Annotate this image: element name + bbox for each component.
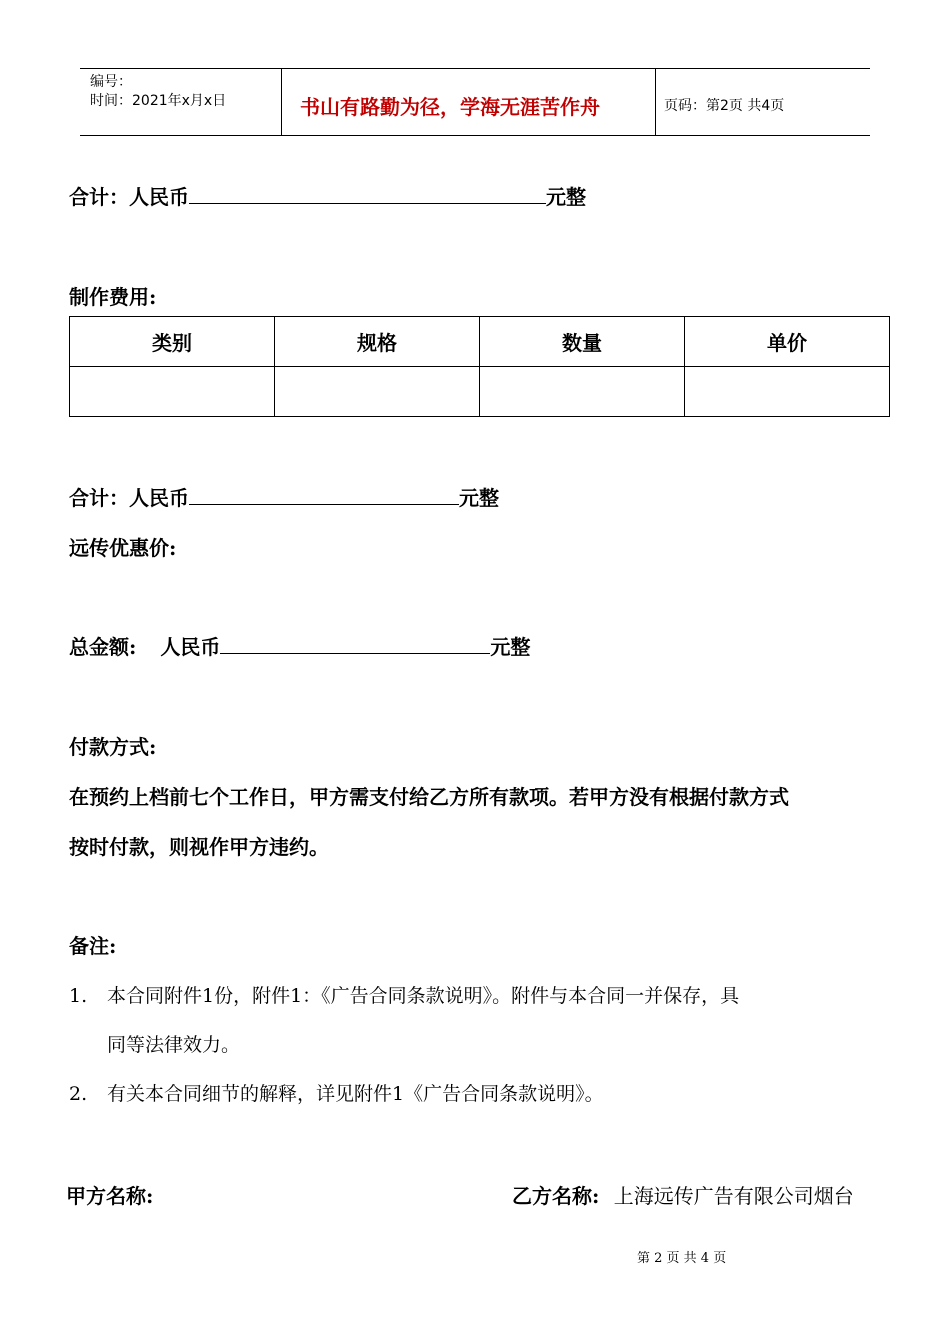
fee-table-header-category: 类别 bbox=[70, 317, 275, 367]
note-item-2 bbox=[69, 1079, 604, 1106]
party-b-line bbox=[512, 1180, 854, 1209]
grand-total-blank bbox=[220, 637, 490, 654]
party-b-name: 上海远传广告有限公司烟台 bbox=[613, 1184, 854, 1208]
table-cell bbox=[685, 367, 890, 417]
fee-table-header-spec: 规格 bbox=[275, 317, 480, 367]
total-line-1 bbox=[69, 181, 586, 210]
payment-line-1: 在预约上档前七个工作日，甲方需支付给乙方所有款项。若甲方没有根据付款方式 bbox=[69, 785, 789, 809]
header-number-label: 编号： bbox=[90, 74, 132, 90]
note-item-1-number: 1. bbox=[69, 985, 88, 1007]
party-b-label: 乙方名称: bbox=[512, 1184, 600, 1208]
note-item-2-number: 2. bbox=[69, 1083, 88, 1105]
note-item-1 bbox=[69, 981, 739, 1008]
party-a-label: 甲方名称: bbox=[66, 1184, 154, 1208]
note-item-1-continuation: 同等法律效力。 bbox=[107, 1034, 241, 1056]
payment-title: 付款方式: bbox=[69, 735, 157, 759]
notes-title: 备注: bbox=[69, 934, 117, 958]
note-item-2-line-1: 有关本合同细节的解释，详见附件1《广告合同条款说明》。 bbox=[107, 1083, 604, 1105]
fee-table bbox=[69, 316, 890, 417]
table-cell bbox=[275, 367, 480, 417]
total-line-1-blank bbox=[189, 187, 546, 204]
payment-line-2: 按时付款，则视作甲方违约。 bbox=[69, 835, 329, 859]
total-line-2-blank bbox=[189, 488, 459, 505]
header-top-border bbox=[80, 68, 870, 69]
total-line-2-suffix: 元整 bbox=[459, 486, 499, 510]
header-time-label: 时间：2021年x月x日 bbox=[90, 93, 227, 109]
fee-table-header-row bbox=[70, 317, 890, 367]
header-motto: 书山有路勤为径，学海无涯苦作舟 bbox=[300, 95, 600, 119]
total-line-1-suffix: 元整 bbox=[546, 185, 586, 209]
table-row bbox=[70, 367, 890, 417]
table-cell bbox=[480, 367, 685, 417]
note-item-1-line-1: 本合同附件1份，附件1：《广告合同条款说明》。附件与本合同一并保存，具 bbox=[107, 985, 740, 1007]
fee-table-header-quantity: 数量 bbox=[480, 317, 685, 367]
header-divider-right bbox=[655, 69, 656, 136]
header-divider-left bbox=[281, 69, 282, 136]
total-line-2 bbox=[69, 482, 499, 511]
header-page-info: 页码：第2页 共4页 bbox=[664, 98, 785, 114]
page-footer: 第 2 页 共 4 页 bbox=[637, 1251, 727, 1266]
grand-total-suffix: 元整 bbox=[490, 635, 531, 659]
grand-total-currency: 人民币 bbox=[160, 635, 221, 659]
grand-total-line bbox=[69, 631, 530, 660]
discount-title: 远传优惠价: bbox=[69, 536, 177, 560]
production-cost-title: 制作费用: bbox=[69, 285, 157, 309]
grand-total-prefix: 总金额: bbox=[69, 635, 137, 659]
total-line-1-prefix: 合计：人民币 bbox=[69, 185, 189, 209]
fee-table-header-unit-price: 单价 bbox=[685, 317, 890, 367]
table-cell bbox=[70, 367, 275, 417]
header-bottom-border bbox=[80, 135, 870, 136]
total-line-2-prefix: 合计：人民币 bbox=[69, 486, 189, 510]
